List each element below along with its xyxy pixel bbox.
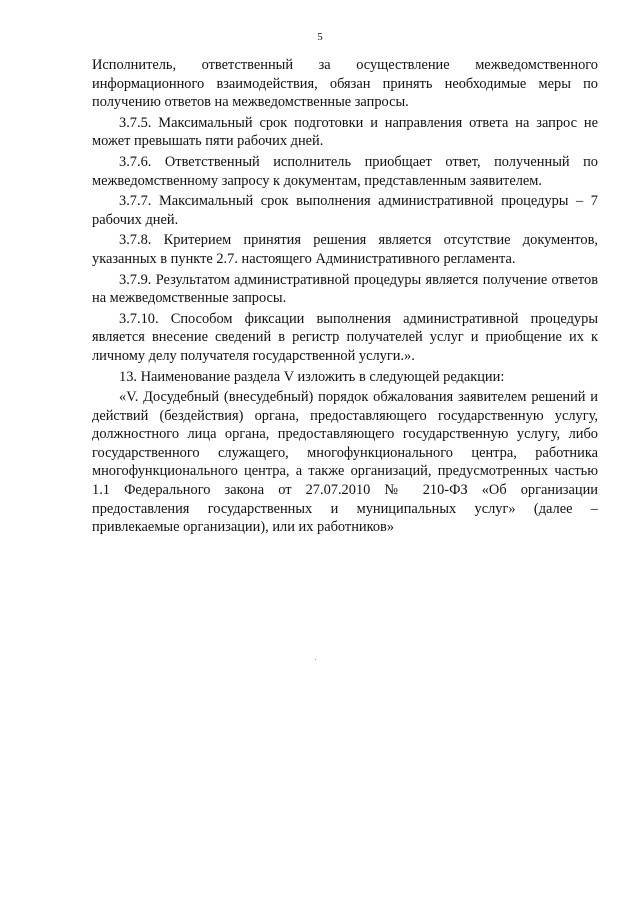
document-body — [92, 56, 598, 539]
paragraph-3-7-6: 3.7.6. Ответственный исполнитель приобщает ответ, полученный по межведомственному запросу к документам, представленным заявителем. — [92, 153, 598, 189]
paragraph-3-7-10: 3.7.10. Способом фиксации выполнения административной процедуры является внесение сведений в регистр получателей услуг и приобщение их к личному делу получателя государственной услуги.». — [92, 310, 598, 364]
paragraph-3-7-8: 3.7.8. Критерием принятия решения является отсутствие документов, указанных в пункте 2.7. настоящего Административного регламента. — [92, 232, 598, 267]
paragraph-3-7-9: 3.7.9. Результатом административной процедуры является получение ответов на межведомственные запросы. — [92, 271, 598, 307]
page-number: 5 — [317, 31, 323, 43]
paragraph-section-v-title: «V. Досудебный (внесудебный) порядок обжалования заявителем решений и действий (бездействия) органа, предоставляющего государственную услугу, должностного лица органа, предоставляющего государственную услугу, либо государственного служащего, многофункционального центра, работника многофункционального центра, а также организаций, предусмотренных частью 1.1 Федерального закона от 27.07.2010 № 210-ФЗ «Об организации предоставления государственных и муниципальных услуг» (далее – привлекаемые организации), или их работников» — [92, 389, 598, 536]
paragraph-3-7-7: 3.7.7. Максимальный срок выполнения административной процедуры – 7 рабочих дней. — [92, 193, 598, 228]
paragraph-3-7-5: 3.7.5. Максимальный срок подготовки и направления ответа на запрос не может превышать пяти рабочих дней. — [92, 114, 598, 150]
scan-artifact-dot — [315, 659, 316, 660]
paragraph-13: 13. Наименование раздела V изложить в следующей редакции: — [119, 368, 505, 385]
paragraph-executor: Исполнитель, ответственный за осуществление межведомственного информационного взаимодействия, обязан принять необходимые меры по получению ответов на межведомственные запросы. — [92, 57, 598, 111]
